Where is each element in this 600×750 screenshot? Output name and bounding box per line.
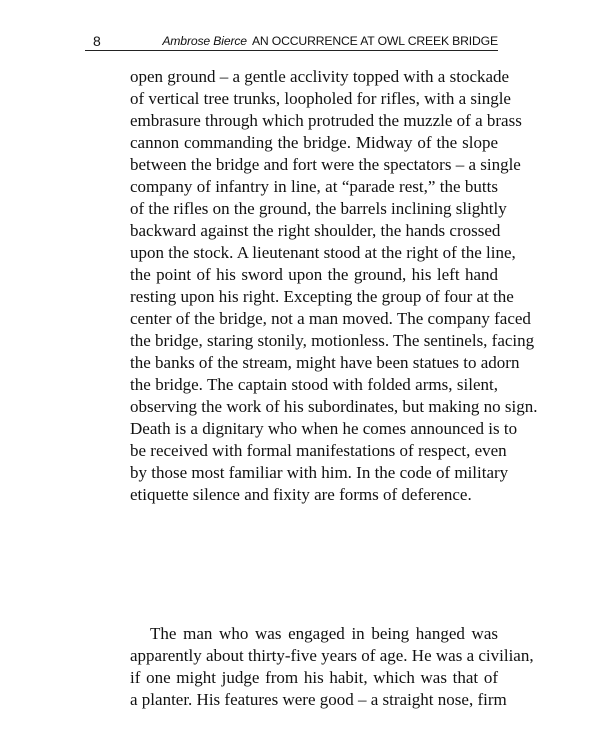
text-line: the banks of the stream, might have been statues to adorn [130,353,520,372]
text-line: Death is a dignitary who when he comes announced is to [130,419,518,438]
text-line: by those most familiar with him. In the code of military [130,463,509,482]
text-line: embrasure through which protruded the muzzle of a brass [130,111,522,130]
text-line: if one might judge from his habit, which was that of [130,668,498,687]
text-line: of vertical tree trunks, loopholed for rifles, with a single [130,89,511,108]
text-line: a planter. His features were good – a straight nose, firm [130,690,507,709]
text-line: the bridge, staring stonily, motionless. The sentinels, facing [130,331,535,350]
text-line: apparently about thirty-five years of age. He was a civilian, [130,646,534,665]
text-line: open ground – a gentle acclivity topped with a stockade [130,67,510,86]
text-line: the point of his sword upon the ground, his left hand [130,265,498,284]
text-line: The man who was engaged in being hanged was [150,624,498,643]
text-line: resting upon his right. Excepting the group of four at the [130,287,514,306]
header-rule [85,50,498,51]
text-line: cannon commanding the bridge. Midway of the slope [130,133,498,152]
text-line: upon the stock. A lieutenant stood at the right of the line, [130,243,516,262]
text-line: the bridge. The captain stood with folded arms, silent, [130,375,498,394]
author-name: Ambrose Bierce [162,34,247,48]
text-line: observing the work of his subordinates, but making no sign. [130,397,538,416]
story-title: AN OCCURRENCE AT OWL CREEK BRIDGE [251,34,498,48]
text-line: etiquette silence and fixity are forms of deference. [130,485,472,504]
text-line: between the bridge and fort were the spectators – a single [130,155,521,174]
text-line: of the rifles on the ground, the barrels inclining slightly [130,199,507,218]
text-line: backward against the right shoulder, the hands crossed [130,221,501,240]
page-number: 8 [93,33,101,49]
text-line: be received with formal manifestations of respect, even [130,441,507,460]
text-line: company of infantry in line, at “parade rest,” the butts [130,177,498,196]
text-line: center of the bridge, not a man moved. The company faced [130,309,531,328]
running-title [162,33,498,49]
running-header [85,33,498,51]
